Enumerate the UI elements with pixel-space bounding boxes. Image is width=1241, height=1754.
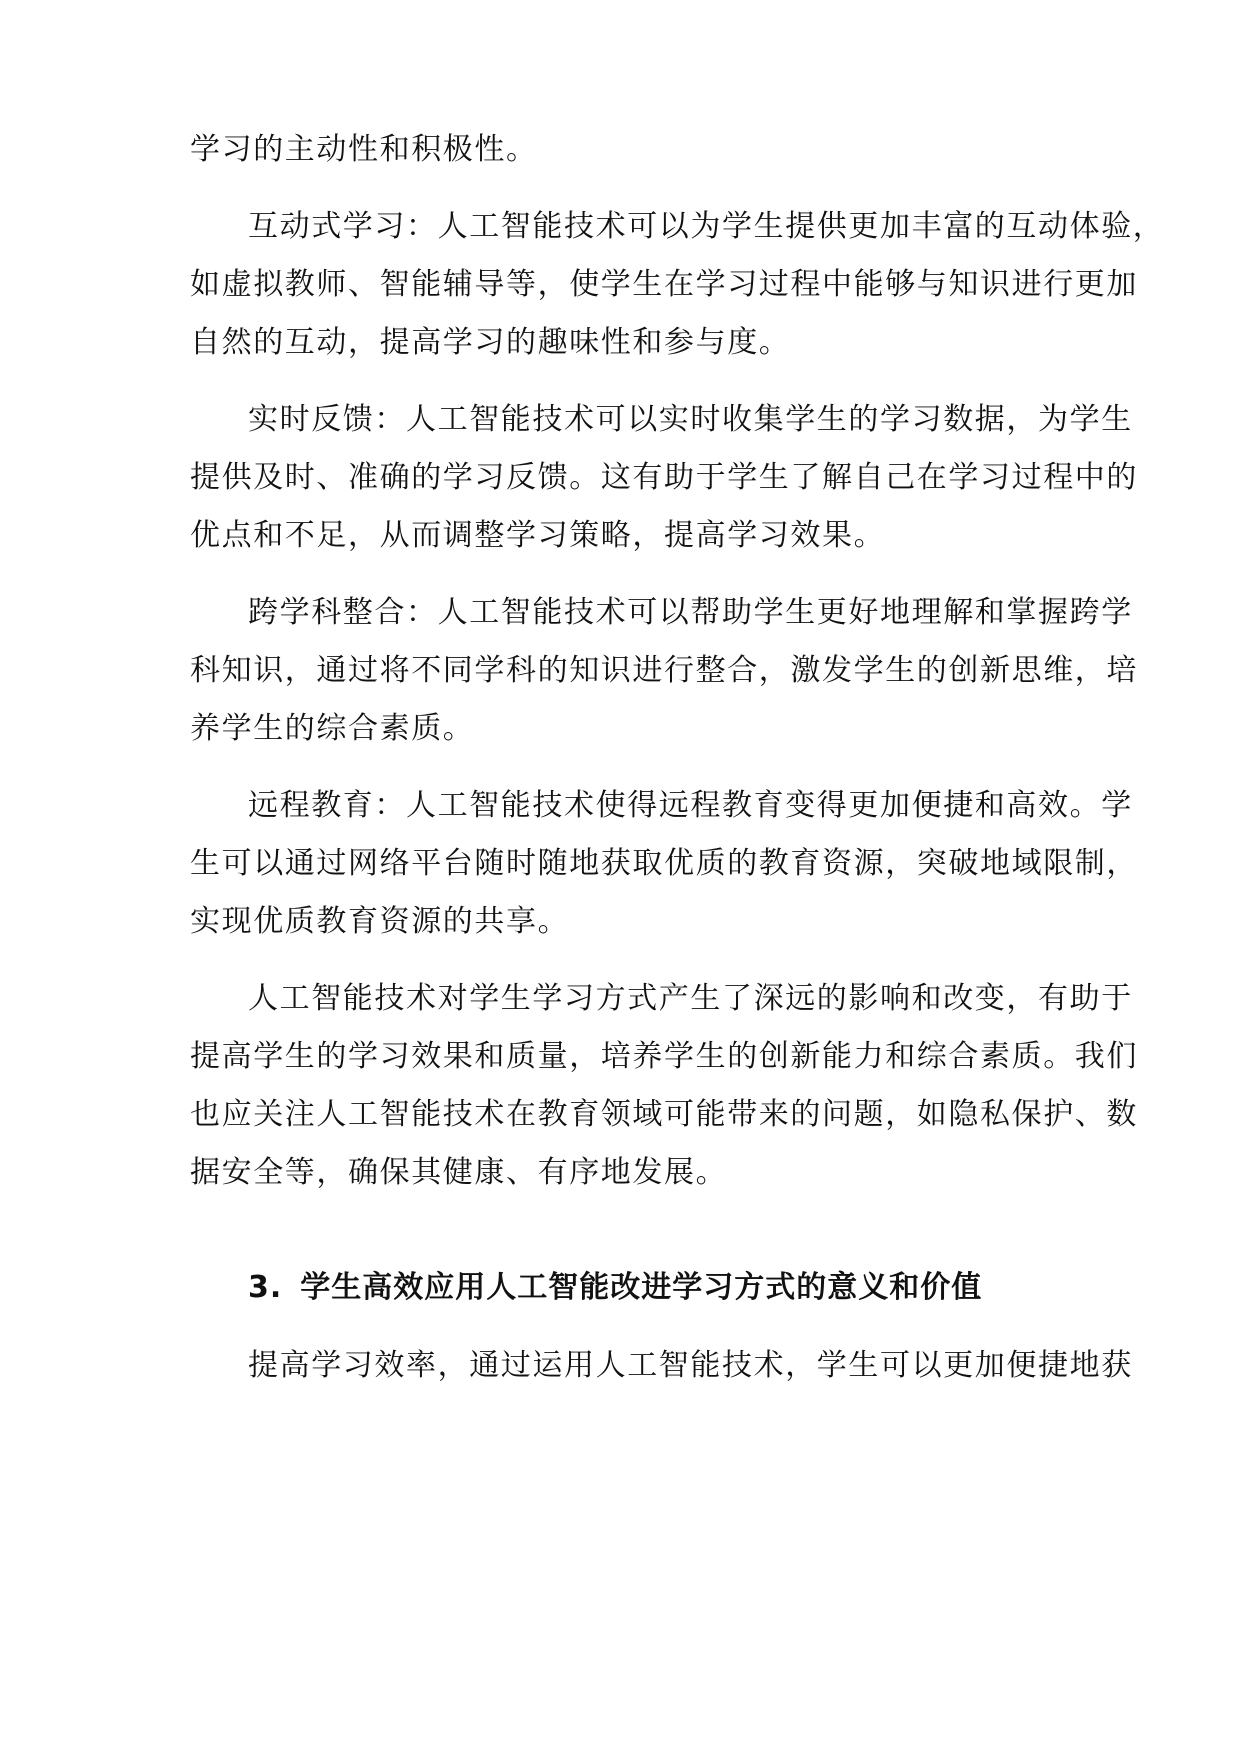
paragraph-line: 互动式学习：人工智能技术可以为学生提供更加丰富的互动体验，	[248, 209, 1165, 244]
paragraph-line: 跨学科整合：人工智能技术可以帮助学生更好地理解和掌握跨学	[248, 595, 1133, 630]
paragraph-line: 也应关注人工智能技术在教育领域可能带来的问题，如隐私保护、数	[190, 1097, 1138, 1132]
paragraph-line: 提高学习效率，通过运用人工智能技术，学生可以更加便捷地获	[248, 1348, 1133, 1383]
paragraph-line: 实时反馈：人工智能技术可以实时收集学生的学习数据，为学生	[248, 402, 1133, 437]
paragraph-line: 养学生的综合素质。	[190, 711, 475, 746]
section-heading	[248, 1268, 982, 1308]
paragraph-line: 远程教育：人工智能技术使得远程教育变得更加便捷和高效。学	[248, 788, 1133, 823]
paragraph-line: 生可以通过网络平台随时随地获取优质的教育资源，突破地域限制，	[190, 846, 1138, 881]
paragraph-line: 科知识，通过将不同学科的知识进行整合，激发学生的创新思维，培	[190, 653, 1138, 688]
paragraph-line: 提供及时、准确的学习反馈。这有助于学生了解自己在学习过程中的	[190, 460, 1138, 495]
paragraph-line: 实现优质教育资源的共享。	[190, 904, 570, 939]
paragraph-line: 学习的主动性和积极性。	[190, 132, 538, 167]
paragraph-line: 如虚拟教师、智能辅导等，使学生在学习过程中能够与知识进行更加	[190, 267, 1138, 302]
paragraph-line: 自然的互动，提高学习的趣味性和参与度。	[190, 325, 791, 360]
paragraph-line: 人工智能技术对学生学习方式产生了深远的影响和改变，有助于	[248, 981, 1133, 1016]
section-title: 学生高效应用人工智能改进学习方式的意义和价值	[300, 1270, 983, 1305]
section-number: 3.	[248, 1270, 283, 1305]
paragraph-line: 优点和不足，从而调整学习策略，提高学习效果。	[190, 518, 886, 553]
paragraph-line: 提高学生的学习效果和质量，培养学生的创新能力和综合素质。我们	[190, 1039, 1138, 1074]
paragraph-line: 据安全等，确保其健康、有序地发展。	[190, 1155, 728, 1190]
